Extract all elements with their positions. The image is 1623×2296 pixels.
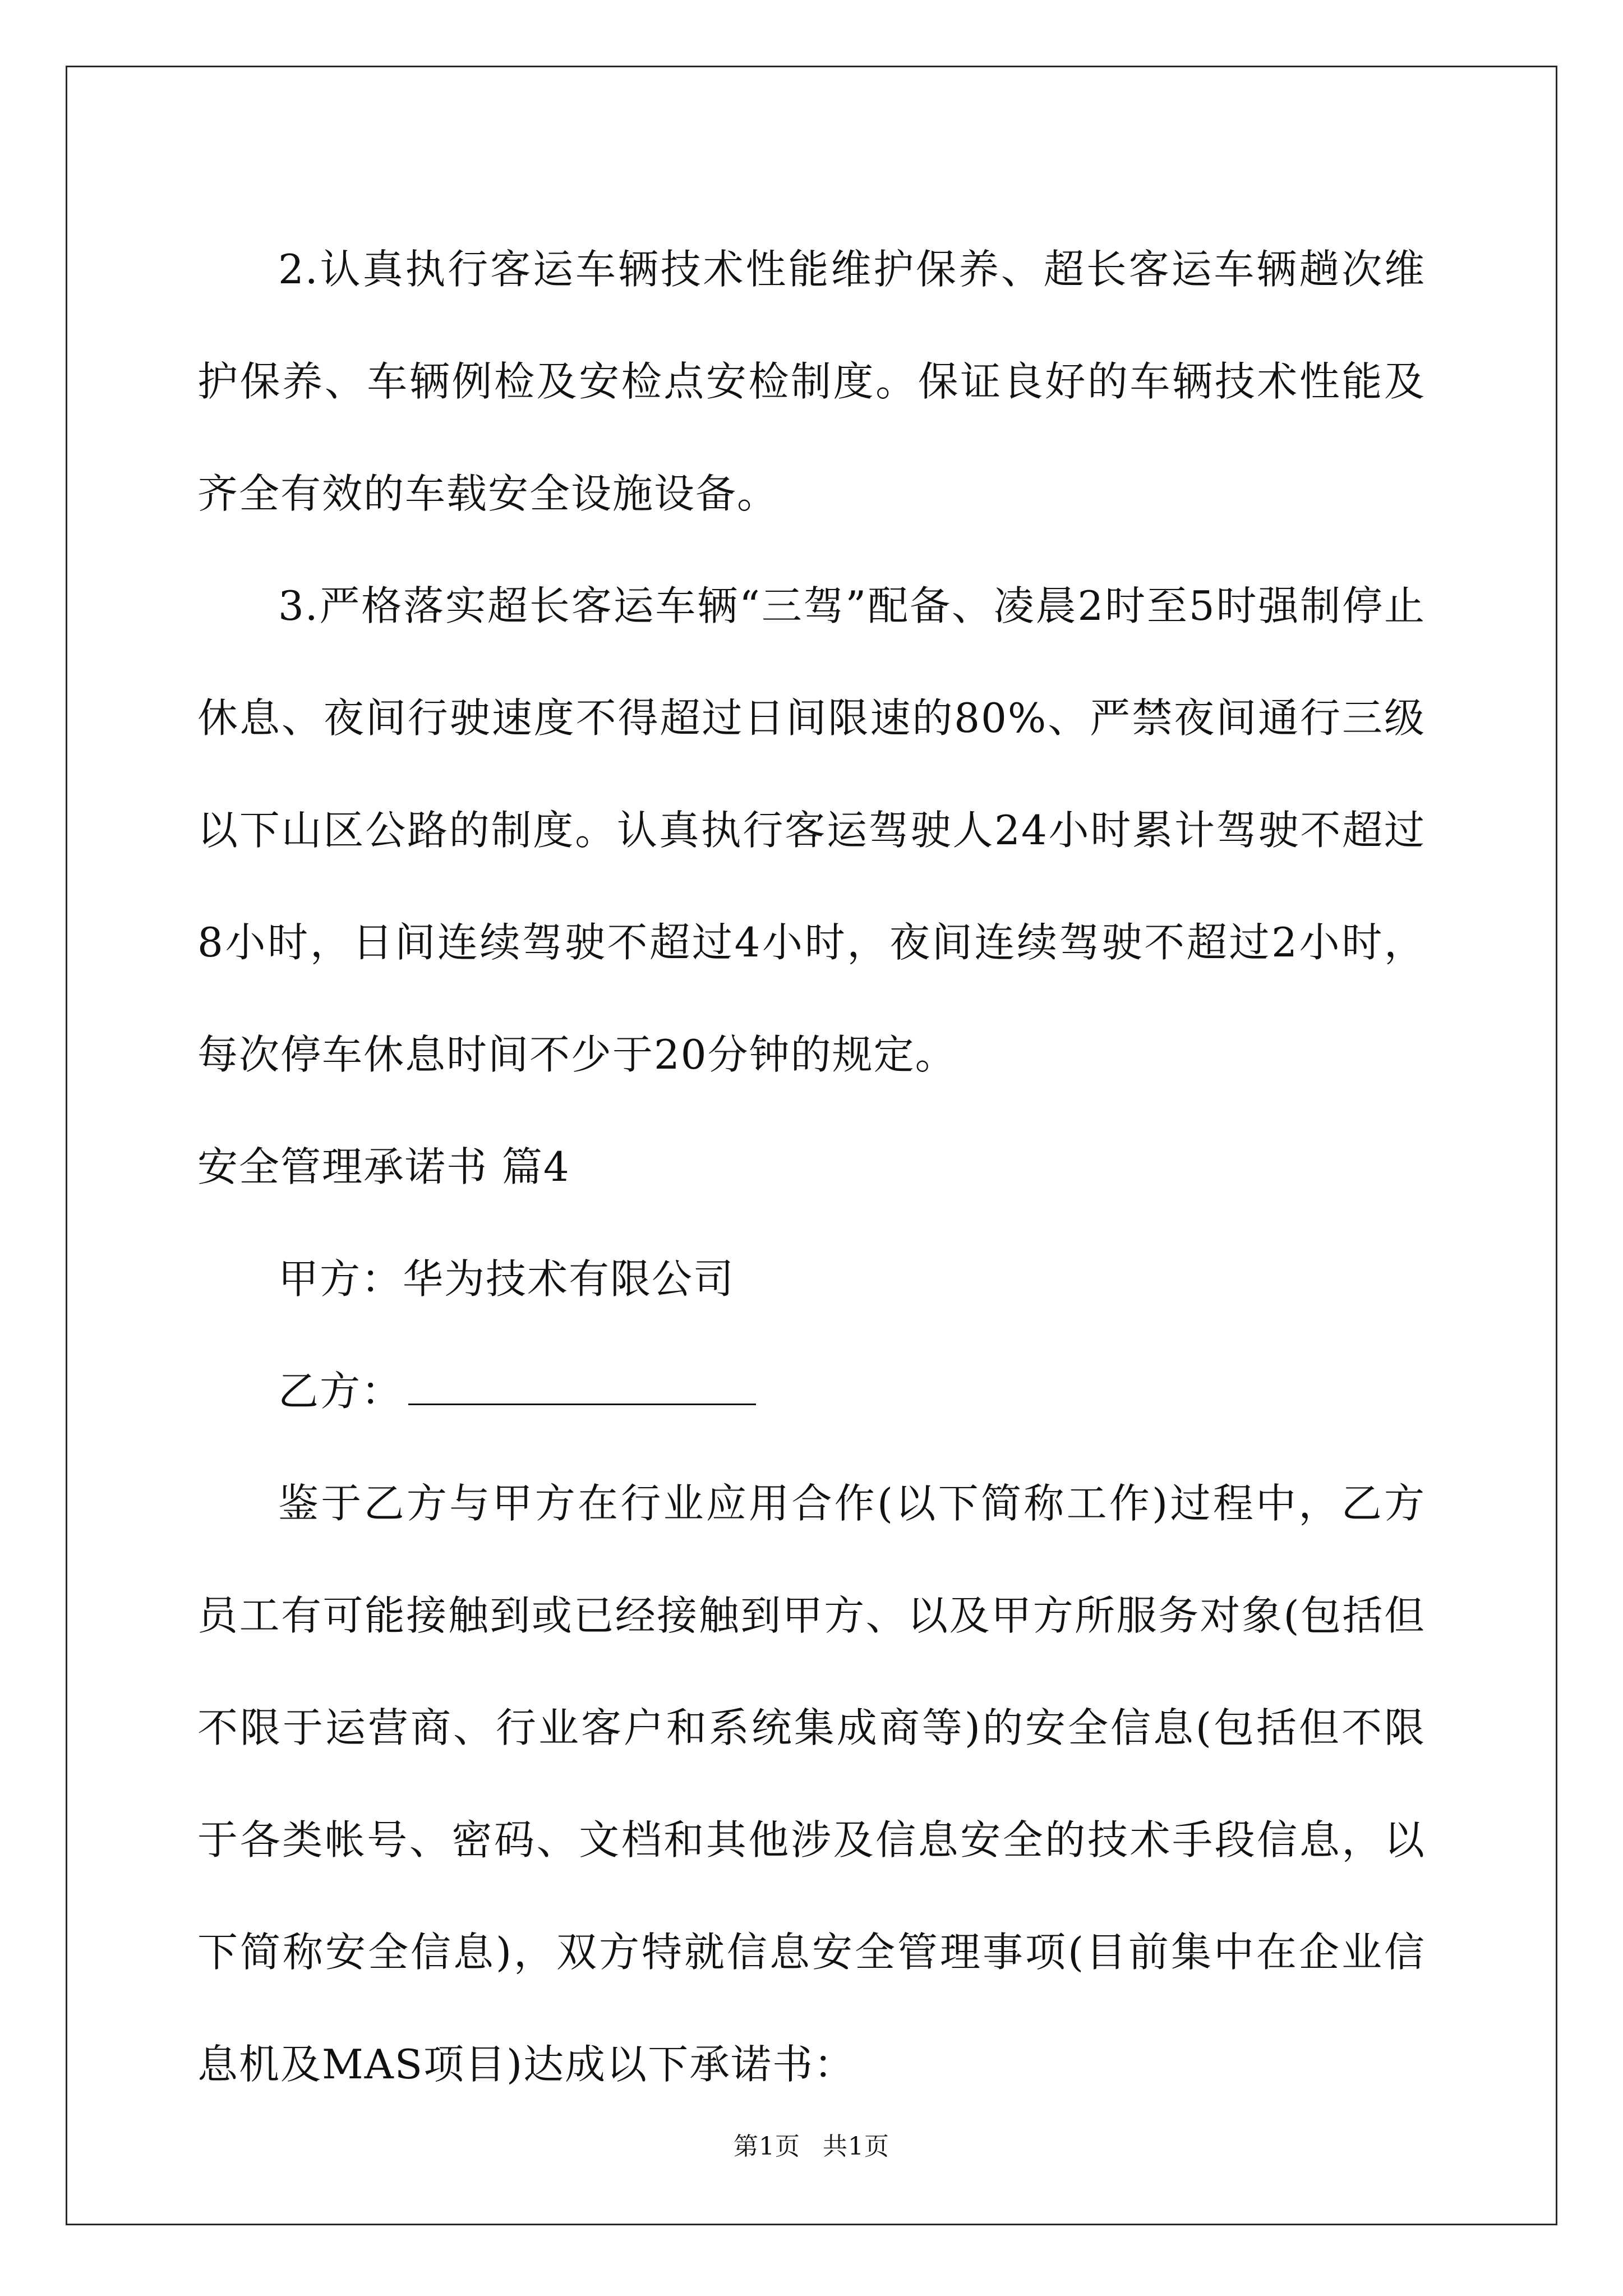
party-b-line	[197, 1335, 1426, 1447]
party-b-blank	[408, 1364, 756, 1405]
agreement-intro-paragraph: 鉴于乙方与甲方在行业应用合作(以下简称工作)过程中，乙方员工有可能接触到或已经接触到甲方、以及甲方所服务对象(包括但不限于运营商、行业客户和系统集成商等)的安全信息(包括但不限于各类帐号、密码、文档和其他涉及信息安全的技术手段信息，以下简称安全信息)，双方特就信息安全管理事项(目前集中在企业信息机及MAS项目)达成以下承诺书：	[197, 1480, 1426, 2088]
paragraph-item-3: 3.严格落实超长客运车辆“三驾”配备、凌晨2时至5时强制停止休息、夜间行驶速度不得超过日间限速的80%、严禁夜间通行三级以下山区公路的制度。认真执行客运驾驶人24小时累计驾驶不超过8小时，日间连续驾驶不超过4小时，夜间连续驾驶不超过2小时，每次停车休息时间不少于20分钟的规定。	[197, 582, 1426, 1078]
page-number-total: 共1页	[823, 2132, 889, 2161]
section-heading: 安全管理承诺书 篇4	[197, 1143, 570, 1190]
party-b-label: 乙方：	[278, 1368, 403, 1415]
document-body	[197, 213, 1426, 2120]
page-number-current: 第1页	[734, 2132, 800, 2161]
page-footer	[0, 2126, 1623, 2162]
party-a-line: 甲方：华为技术有限公司	[278, 1255, 735, 1303]
paragraph-item-2: 2.认真执行客运车辆技术性能维护保养、超长客运车辆趟次维护保养、车辆例检及安检点安检制度。保证良好的车辆技术性能及齐全有效的车载安全设施设备。	[197, 246, 1426, 517]
